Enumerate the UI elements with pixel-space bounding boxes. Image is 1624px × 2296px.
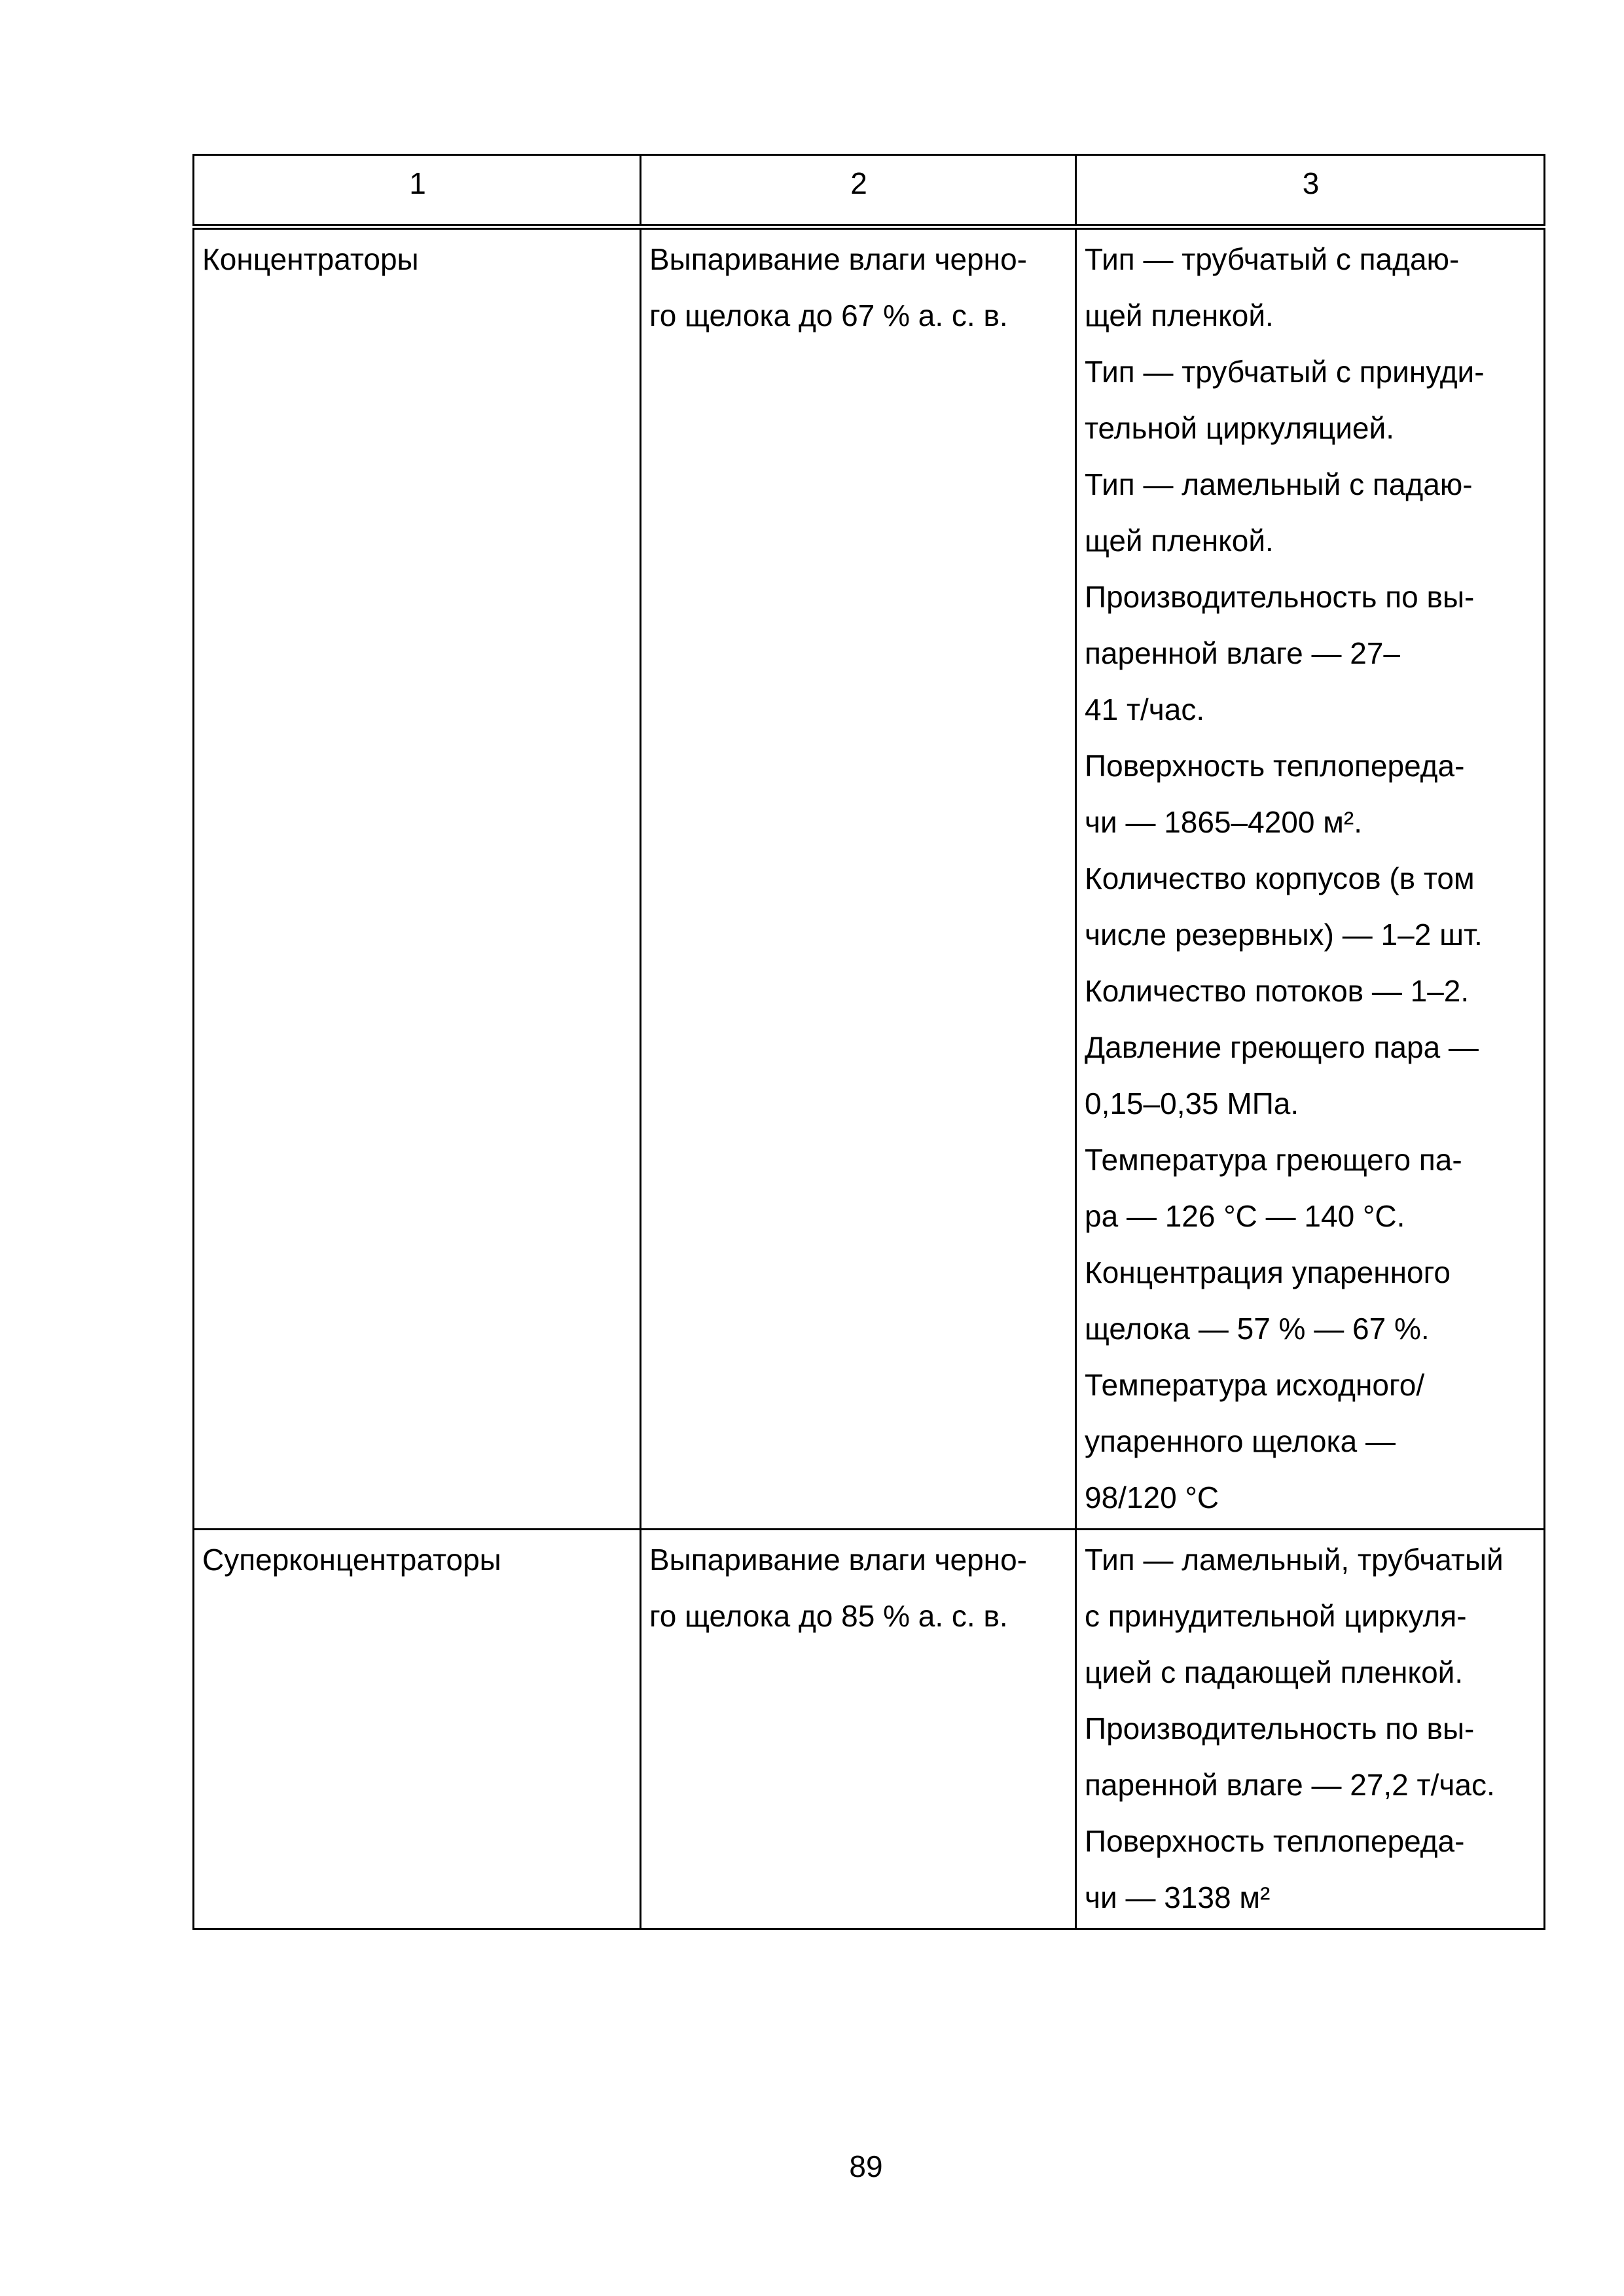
- characteristics-line: Концентрация упаренного: [1085, 1255, 1451, 1289]
- characteristics-line: щей пленкой.: [1085, 298, 1274, 332]
- purpose-cell: [641, 1530, 1076, 1929]
- characteristics-line: 0,15–0,35 МПа.: [1085, 1086, 1299, 1121]
- table-row: [194, 1530, 1545, 1929]
- purpose-line: Выпаривание влаги черно-: [649, 242, 1027, 276]
- characteristics-line: Тип — ламельный, трубчатый: [1085, 1543, 1504, 1577]
- purpose-line: го щелока до 85 % а. с. в.: [649, 1599, 1008, 1633]
- characteristics-line: 41 т/час.: [1085, 692, 1205, 726]
- characteristics-line: Поверхность теплопереда-: [1085, 749, 1465, 783]
- column-header-2: 2: [641, 155, 1076, 227]
- table-row: [194, 227, 1545, 1530]
- purpose-line: го щелока до 67 % а. с. в.: [649, 298, 1008, 332]
- page-number: 89: [849, 2149, 883, 2183]
- equipment-table: [192, 154, 1545, 1930]
- table-header-row: [194, 155, 1545, 227]
- characteristics-line: Количество корпусов (в том: [1085, 861, 1475, 895]
- equipment-name-cell: [194, 227, 641, 1530]
- characteristics-line: щелока — 57 % — 67 %.: [1085, 1312, 1430, 1346]
- characteristics-line: Тип — ламельный с падаю-: [1085, 467, 1473, 501]
- characteristics-line: чи — 1865–4200 м².: [1085, 805, 1362, 839]
- characteristics-cell: [1076, 1530, 1545, 1929]
- characteristics-line: Тип — трубчатый с падаю-: [1085, 242, 1460, 276]
- characteristics-line: числе резервных) — 1–2 шт.: [1085, 918, 1483, 952]
- column-header-1: 1: [194, 155, 641, 227]
- characteristics-line: с принудительной циркуля-: [1085, 1599, 1467, 1633]
- characteristics-line: щей пленкой.: [1085, 524, 1274, 558]
- characteristics-line: Производительность по вы-: [1085, 580, 1475, 614]
- characteristics-line: ра — 126 °С — 140 °С.: [1085, 1199, 1405, 1233]
- characteristics-line: чи — 3138 м²: [1085, 1880, 1271, 1914]
- column-header-3: 3: [1076, 155, 1545, 227]
- characteristics-line: паренной влаге — 27,2 т/час.: [1085, 1768, 1495, 1802]
- characteristics-line: Давление греющего пара —: [1085, 1030, 1479, 1064]
- characteristics-cell: [1076, 227, 1545, 1530]
- characteristics-line: упаренного щелока —: [1085, 1424, 1396, 1458]
- characteristics-line: Количество потоков — 1–2.: [1085, 974, 1470, 1008]
- equipment-name: Суперконцентраторы: [202, 1543, 501, 1577]
- equipment-name: Концентраторы: [202, 242, 419, 276]
- characteristics-line: цией с падающей пленкой.: [1085, 1655, 1464, 1689]
- characteristics-line: Температура греющего па-: [1085, 1143, 1462, 1177]
- characteristics-line: Производительность по вы-: [1085, 1712, 1475, 1746]
- characteristics-line: Тип — трубчатый с принуди-: [1085, 355, 1485, 389]
- characteristics-line: Температура исходного/: [1085, 1368, 1425, 1402]
- purpose-line: Выпаривание влаги черно-: [649, 1543, 1027, 1577]
- characteristics-line: паренной влаге — 27–: [1085, 636, 1400, 670]
- equipment-name-cell: [194, 1530, 641, 1929]
- purpose-cell: [641, 227, 1076, 1530]
- characteristics-line: тельной циркуляцией.: [1085, 411, 1394, 445]
- characteristics-line: Поверхность теплопереда-: [1085, 1824, 1465, 1858]
- characteristics-line: 98/120 °С: [1085, 1480, 1219, 1515]
